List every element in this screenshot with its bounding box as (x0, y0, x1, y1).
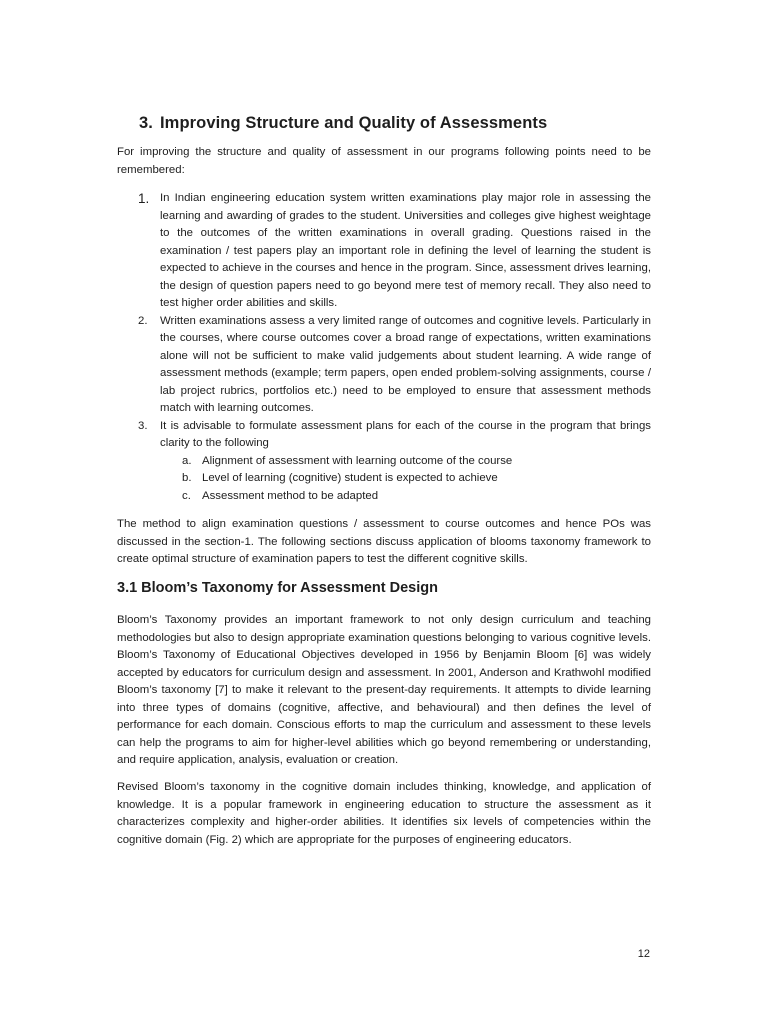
sub-list-item (160, 488, 651, 506)
page-number: 12 (637, 948, 650, 960)
section-number: 3. (139, 114, 153, 132)
intro-paragraph: For improving the structure and quality of assessment in our programs following points need to be remembered: (117, 146, 651, 176)
list-item (117, 190, 651, 313)
list-marker: 2. (138, 314, 148, 327)
section-title: Improving Structure and Quality of Assessments (160, 114, 548, 132)
sub-list-text: Level of learning (cognitive) student is expected to achieve (202, 472, 498, 484)
list-item-text: It is advisable to formulate assessment plans for each of the course in the program that brings clarity to the following (160, 419, 651, 449)
document-page (117, 0, 651, 1024)
sub-list-text: Assessment method to be adapted (202, 489, 379, 502)
list-marker: 1. (138, 191, 150, 206)
list-item (117, 418, 651, 506)
points-list (117, 190, 651, 505)
sub-list (160, 453, 651, 506)
sub-list-marker: b. (182, 472, 192, 484)
sub-list-text: Alignment of assessment with learning outcome of the course (202, 454, 513, 467)
section-heading (139, 114, 547, 133)
bloom-taxonomy-paragraph: Bloom’s Taxonomy provides an important framework to not only design curriculum and teaching methodologies but also to design appropriate examination questions belonging to various cognitive levels. Bloom’s Taxonomy of Educational Objectives developed in 1956 by Benjamin Bloom [6] was widely accepted by educators for curriculum design and assessment. In 2001, Anderson and Krathwohl modified Bloom’s taxonomy [7] to make it relevant to the present-day requirements. It attempts to divide learning into three types of domains (cognitive, affective, and behavioural) and then defines the level of performance for each domain. Conscious efforts to map the curriculum and assessment to these levels can help the programs to aim for higher-level abilities which go beyond remembering or understanding, and require application, analysis, evaluation or creation. (117, 614, 651, 766)
sub-list-item (160, 470, 651, 488)
sub-list-marker: c. (182, 489, 191, 502)
method-paragraph: The method to align examination questions / assessment to course outcomes and hence POs was discussed in the section-1. The following sections discuss application of blooms taxonomy framework to create optimal structure of examination papers to test the different cognitive skills. (117, 518, 651, 565)
list-item-text: Written examinations assess a very limited range of outcomes and cognitive levels. Particularly in the courses, where course outcomes cover a broad range of expectations, written examinations alone will not be sufficient to make valid judgements about student learning. A wide range of assessment methods (example; term papers, open ended problem-solving assignments, course / lab project rubrics, portfolios etc.) need to be employed to ensure that assessment methods match with learning outcomes. (160, 314, 651, 414)
sub-list-item (160, 453, 651, 471)
list-marker: 3. (138, 419, 148, 432)
sub-list-marker: a. (182, 454, 192, 467)
subsection-heading: 3.1 Bloom’s Taxonomy for Assessment Design (117, 580, 438, 596)
revised-bloom-paragraph: Revised Bloom’s taxonomy in the cognitive domain includes thinking, knowledge, and application of knowledge. It is a popular framework in engineering education to structure the assessment as it characterizes complexity and higher-order abilities. It identifies six levels of competencies within the cognitive domain (Fig. 2) which are appropriate for the purposes of engineering educators. (117, 781, 651, 846)
list-item-text: In Indian engineering education system written examinations play major role in assessing the learning and awarding of grades to the student. Universities and colleges give highest weightage to the outcomes of the written examinations in overall grading. Questions raised in the examination / test papers play an important role in defining the level of learning the student is expected to achieve in the courses and hence in the program. Since, assessment drives learning, the design of question papers need to go beyond mere test of memory recall. They also need to test higher order abilities and skills. (160, 192, 651, 309)
list-item (117, 313, 651, 418)
